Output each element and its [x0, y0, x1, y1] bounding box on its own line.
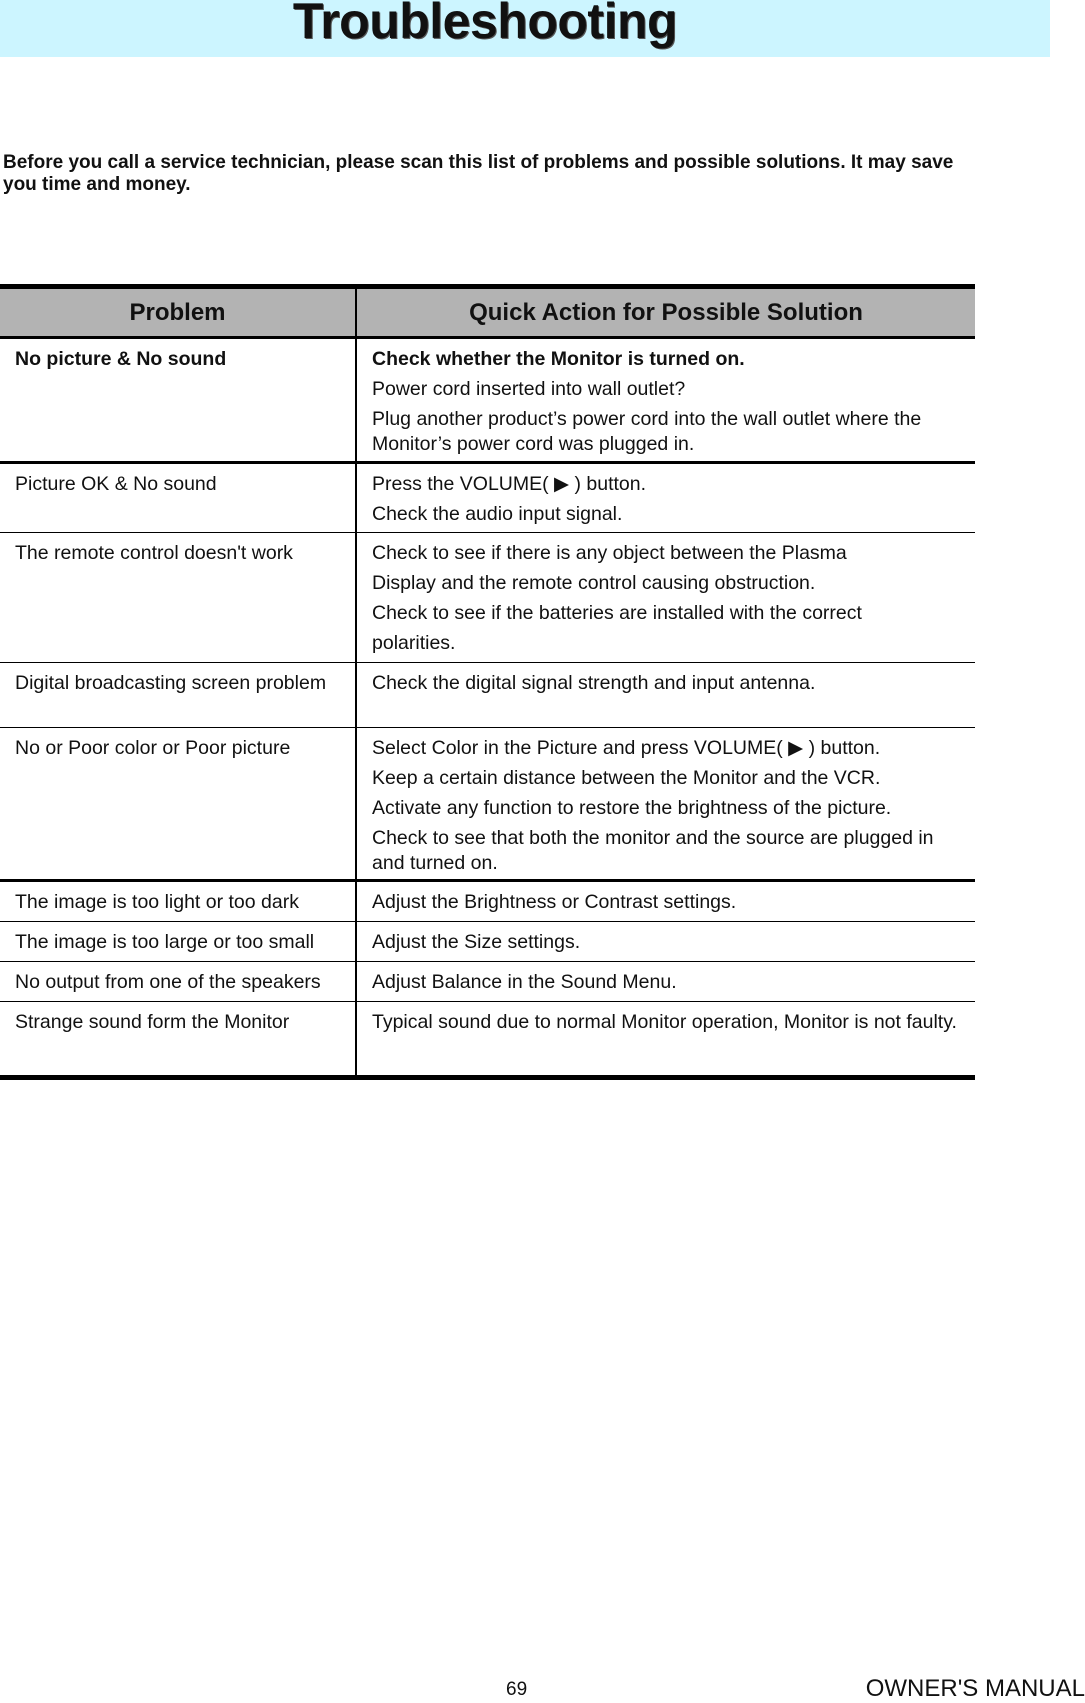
problem-cell: No picture & No sound [0, 339, 357, 461]
solution-line: Keep a certain distance between the Monitor and the VCR. [372, 767, 881, 789]
solution-cell [357, 882, 975, 921]
table-row [0, 882, 975, 922]
table-row [0, 962, 975, 1002]
page-title: Troubleshooting [292, 0, 678, 49]
problem-cell: Strange sound form the Monitor [0, 1002, 357, 1075]
table-row [0, 339, 975, 464]
solution-cell [357, 663, 975, 727]
problem-cell: The image is too light or too dark [0, 882, 357, 921]
solution-line: Plug another product’s power cord into the wall outlet where the Monitor’s power cord was plugged in. [372, 408, 922, 455]
solution-line: Adjust Balance in the Sound Menu. [372, 971, 677, 993]
solution-cell [357, 464, 975, 532]
problem-cell: Picture OK & No sound [0, 464, 357, 532]
solution-cell [357, 728, 975, 879]
manual-label: OWNER'S MANUAL [865, 1675, 1085, 1702]
solution-line: Check to see that both the monitor and the source are plugged in and turned on. [372, 827, 934, 874]
solution-line: Check the digital signal strength and input antenna. [372, 672, 816, 694]
table-header [0, 289, 975, 339]
problem-cell: No output from one of the speakers [0, 962, 357, 1001]
table-row [0, 464, 975, 533]
header-solution: Quick Action for Possible Solution [469, 299, 863, 326]
solution-line: Power cord inserted into wall outlet? [372, 378, 686, 400]
solution-line: Typical sound due to normal Monitor operation, Monitor is not faulty. [372, 1011, 957, 1033]
problem-cell: The image is too large or too small [0, 922, 357, 961]
solution-line: Adjust the Size settings. [372, 931, 581, 953]
problem-cell: No or Poor color or Poor picture [0, 728, 357, 879]
solution-cell [357, 1002, 975, 1075]
header-problem: Problem [0, 289, 357, 336]
troubleshooting-table [0, 284, 975, 1080]
solution-cell [357, 922, 975, 961]
solution-line: Check to see if there is any object between the Plasma [372, 542, 847, 564]
solution-line: Check whether the Monitor is turned on. [372, 348, 745, 370]
solution-line: Select Color in the Picture and press VOLUME( ▶ ) button. [372, 737, 881, 759]
solution-cell [357, 962, 975, 1001]
solution-line: Check to see if the batteries are installed with the correct [372, 602, 862, 624]
solution-line: Check the audio input signal. [372, 503, 623, 525]
solution-line: Press the VOLUME( ▶ ) button. [372, 473, 647, 495]
problem-cell: Digital broadcasting screen problem [0, 663, 357, 727]
solution-cell [357, 533, 975, 662]
solution-line: Adjust the Brightness or Contrast settings. [372, 891, 737, 913]
table-row [0, 1002, 975, 1075]
solution-line: Activate any function to restore the brightness of the picture. [372, 797, 892, 819]
solution-line: Display and the remote control causing obstruction. [372, 572, 816, 594]
solution-line: polarities. [372, 632, 456, 654]
table-row [0, 922, 975, 962]
page-number: 69 [506, 1679, 528, 1700]
table-row [0, 728, 975, 882]
intro-text: Before you call a service technician, please scan this list of problems and possible solutions. It may save you time and money. [3, 152, 954, 195]
solution-cell [357, 339, 975, 461]
table-row [0, 663, 975, 728]
problem-cell: The remote control doesn't work [0, 533, 357, 662]
table-row [0, 533, 975, 663]
